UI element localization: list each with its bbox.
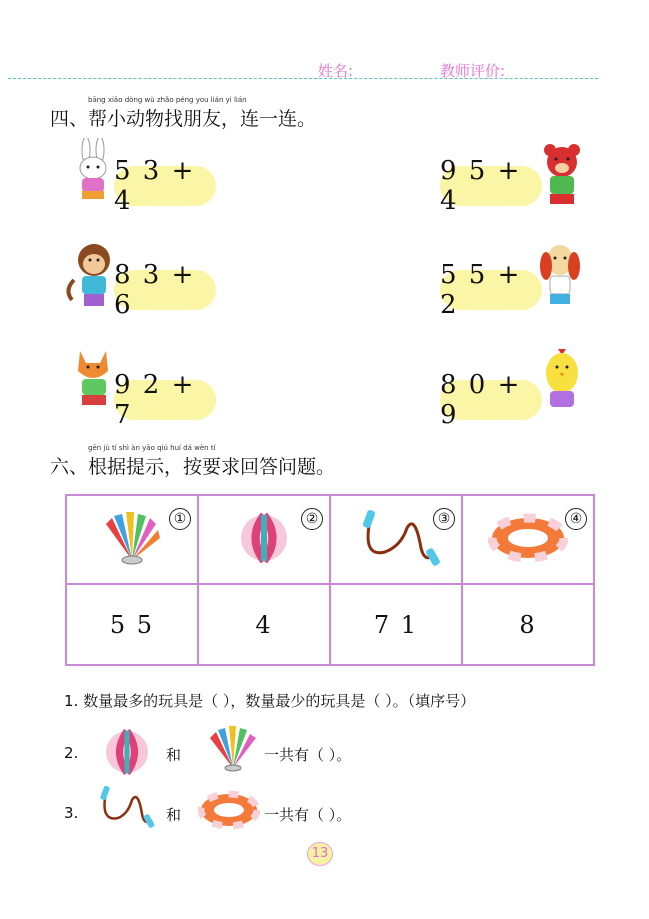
section6-pinyin: gēn jù tí shì àn yāo qiú huí dá wèn tí bbox=[88, 444, 216, 452]
left-expression-1[interactable]: 5 3 + 4 bbox=[114, 166, 216, 206]
marker-4: ④ bbox=[565, 508, 587, 530]
question-2-and: 和 bbox=[166, 746, 182, 764]
name-label: 姓名: bbox=[318, 62, 354, 80]
toy-count-table bbox=[65, 494, 595, 666]
section6-title: 六、根据提示，按要求回答问题。 bbox=[50, 456, 336, 478]
swim-ring-icon bbox=[488, 513, 568, 563]
right-expression-2[interactable]: 5 5 + 2 bbox=[440, 270, 542, 310]
section4-title: 四、帮小动物找朋友，连一连。 bbox=[50, 108, 317, 130]
chick-icon bbox=[538, 345, 586, 415]
rabbit-icon bbox=[70, 138, 118, 206]
dog-icon bbox=[534, 240, 586, 308]
count-1: 5 5 bbox=[109, 610, 155, 639]
count-cell-3 bbox=[330, 584, 462, 665]
count-4: 8 bbox=[519, 610, 537, 639]
count-3: 7 1 bbox=[373, 610, 419, 639]
right-expression-3[interactable]: 8 0 + 9 bbox=[440, 380, 542, 420]
count-2: 4 bbox=[255, 610, 273, 639]
question-3-tail: 一共有（ ）。 bbox=[264, 806, 352, 824]
shuttlecock-icon bbox=[100, 510, 164, 566]
swim-ring-icon bbox=[198, 790, 260, 830]
bear-icon bbox=[538, 142, 586, 208]
jump-rope-icon bbox=[96, 786, 156, 832]
ball-icon bbox=[102, 728, 152, 776]
toy-cell-3 bbox=[330, 495, 462, 584]
teacher-eval-label: 教师评价: bbox=[440, 62, 506, 80]
question-3-and: 和 bbox=[166, 806, 182, 824]
shuttlecock-icon bbox=[206, 726, 260, 774]
count-cell-1 bbox=[66, 584, 198, 665]
question-2-tail: 一共有（ ）。 bbox=[264, 746, 352, 764]
cat-icon bbox=[66, 345, 120, 413]
toy-cell-4 bbox=[462, 495, 594, 584]
question-2-number: 2. bbox=[64, 744, 79, 762]
marker-2: ② bbox=[301, 508, 323, 530]
toy-cell-2 bbox=[198, 495, 330, 584]
count-cell-2 bbox=[198, 584, 330, 665]
question-3-number: 3. bbox=[64, 804, 79, 822]
left-expression-3[interactable]: 9 2 + 7 bbox=[114, 380, 216, 420]
marker-3: ③ bbox=[433, 508, 455, 530]
header-divider bbox=[8, 78, 598, 79]
toy-cell-1 bbox=[66, 495, 198, 584]
monkey-icon bbox=[64, 240, 120, 310]
right-expression-1[interactable]: 9 5 + 4 bbox=[440, 166, 542, 206]
page-number: 13 bbox=[307, 842, 333, 866]
jump-rope-icon bbox=[351, 508, 441, 568]
section4-pinyin: bāng xiǎo dòng wù zhǎo péng you lián yi lián bbox=[88, 96, 247, 104]
ball-icon bbox=[237, 511, 291, 565]
question-1: 1. 数量最多的玩具是（ ），数量最少的玩具是（ ）。（填序号） bbox=[64, 692, 476, 710]
count-cell-4 bbox=[462, 584, 594, 665]
marker-1: ① bbox=[169, 508, 191, 530]
left-expression-2[interactable]: 8 3 + 6 bbox=[114, 270, 216, 310]
